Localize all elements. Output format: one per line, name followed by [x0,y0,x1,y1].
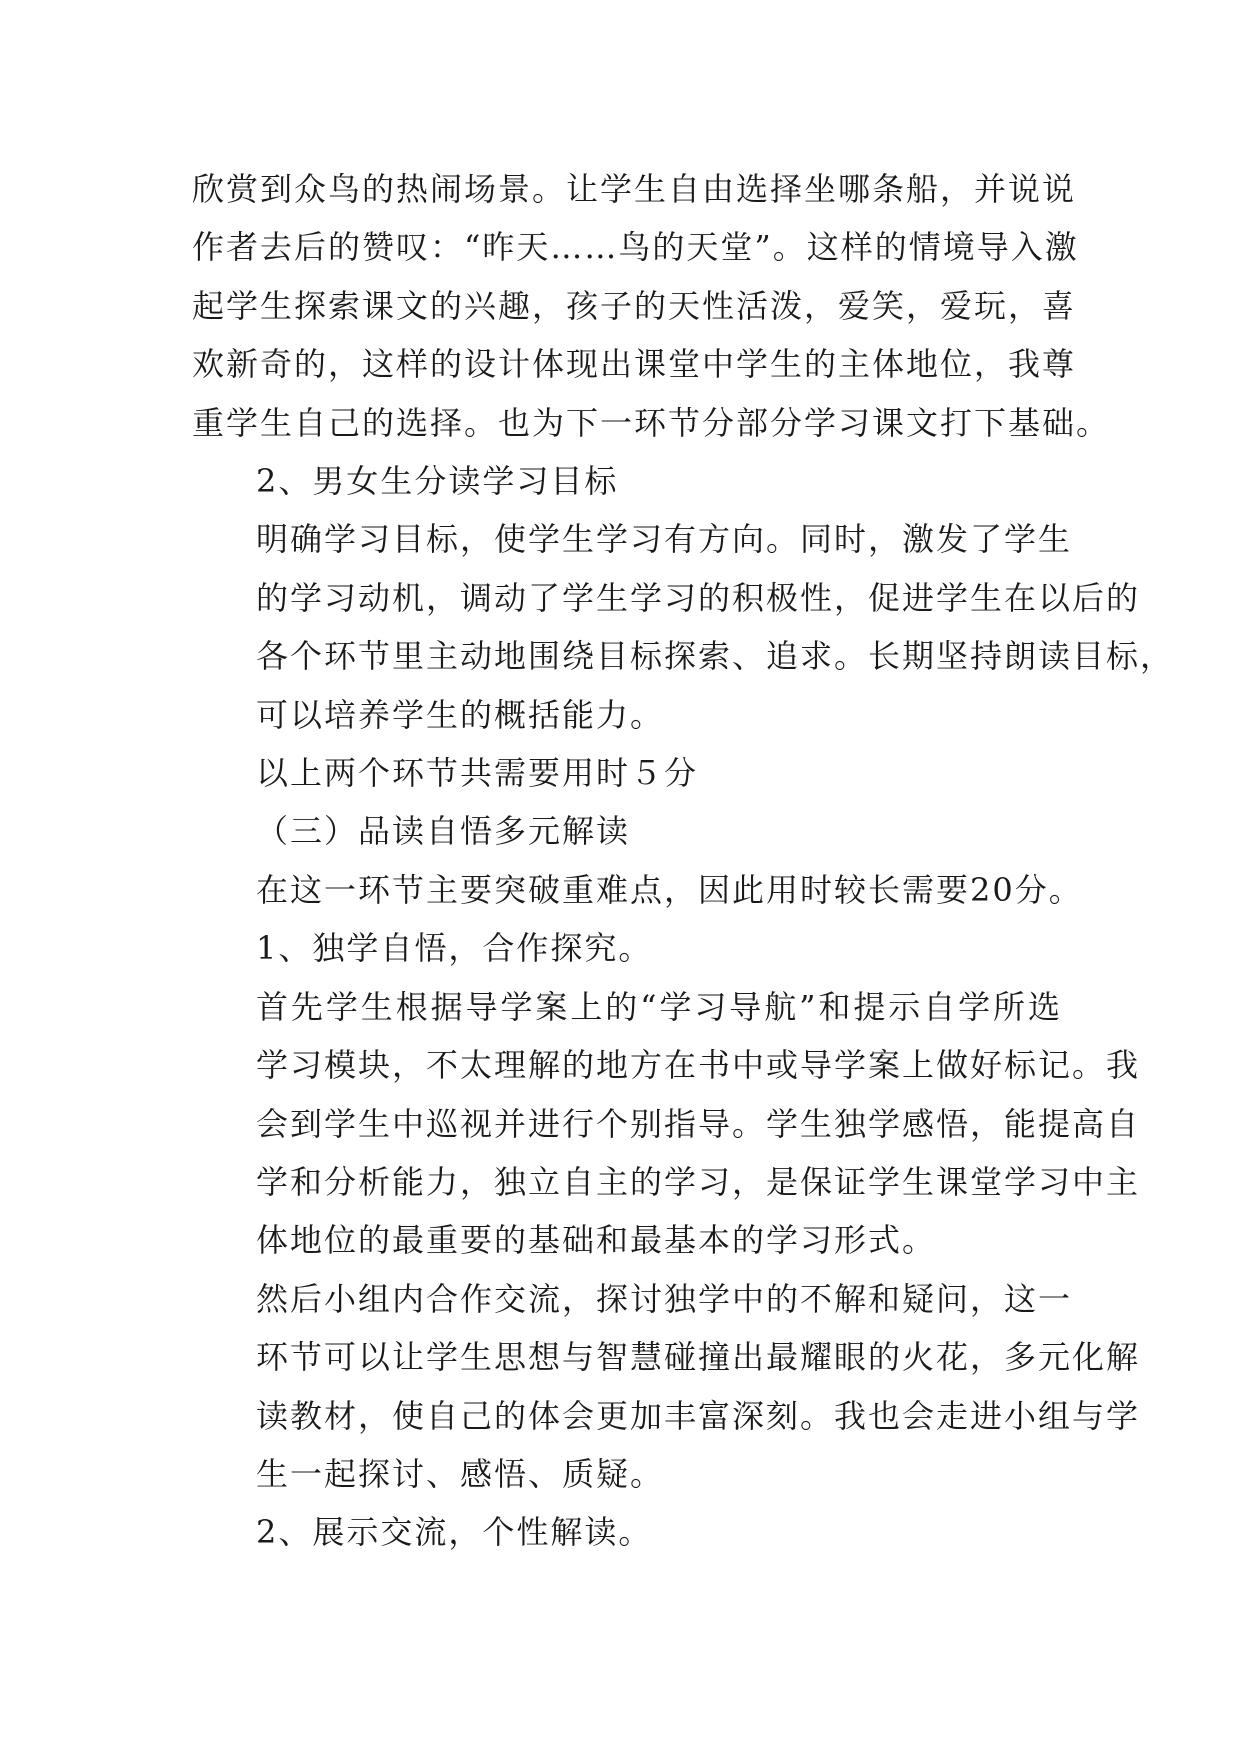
paragraph [192,919,1062,977]
text-line: 读教材，使自己的体会更加丰富深刻。我也会走进小组与学 [256,1396,1141,1435]
paragraph [192,1270,1141,1504]
paragraph [192,744,1062,802]
text-line: 2、男女生分读学习目标 [256,462,619,501]
text-line: （三）品读自悟多元解读 [256,812,631,851]
text-line: 可以培养学生的概括能力。 [256,695,665,734]
text-line: 欣赏到众鸟的热闹场景。让学生自由选择坐哪条船，并说说 [192,170,1077,208]
text-line: 体地位的最重要的基础和最基本的学习形式。 [256,1221,937,1260]
paragraph [192,452,1062,510]
document-page [192,160,1175,1562]
text-line: 会到学生中巡视并进行个别指导。学生独学感悟，能提高自 [256,1104,1141,1143]
text-line: 2、展示交流，个性解读。 [256,1513,653,1552]
text-line: 在这一环节主要突破重难点，因此用时较长需要20分。 [256,870,1083,909]
paragraph [192,802,1062,860]
text-line: 生一起探讨、感悟、质疑。 [256,1454,665,1493]
document-body [192,160,1175,1562]
text-line: 环节可以让学生思想与智慧碰撞出最耀眼的火花，多元化解 [256,1338,1141,1377]
paragraph [192,861,1083,919]
paragraph [192,1503,1062,1561]
text-line: 作者去后的赞叹：“昨天……鸟的天堂”。这样的情境导入激 [192,228,1079,267]
text-line: 的学习动机，调动了学生学习的积极性，促进学生在以后的 [256,578,1141,617]
text-line: 起学生探索课文的兴趣，孩子的天性活泼，爱笑，爱玩，喜 [192,286,1077,325]
text-line: 重学生自己的选择。也为下一环节分部分学习课文打下基础。 [192,403,1111,442]
paragraph [192,510,1175,744]
text-line: 以上两个环节共需要用时５分 [256,754,699,793]
paragraph [192,160,1111,452]
text-line: 欢新奇的，这样的设计体现出课堂中学生的主体地位，我尊 [192,345,1077,384]
text-line: 首先学生根据导学案上的“学习导航”和提示自学所选 [256,987,1062,1026]
text-line: 学习模块，不太理解的地方在书中或导学案上做好标记。我 [256,1046,1141,1085]
text-line: 学和分析能力，独立自主的学习，是保证学生课堂学习中主 [256,1162,1141,1201]
text-line: 1、独学自悟，合作探究。 [256,929,653,968]
paragraph [192,978,1141,1270]
text-line: 然后小组内合作交流，探讨独学中的不解和疑问，这一 [256,1279,1073,1318]
text-line: 各个环节里主动地围绕目标探索、追求。长期坚持朗读目标， [256,637,1175,676]
text-line: 明确学习目标，使学生学习有方向。同时，激发了学生 [256,520,1073,559]
